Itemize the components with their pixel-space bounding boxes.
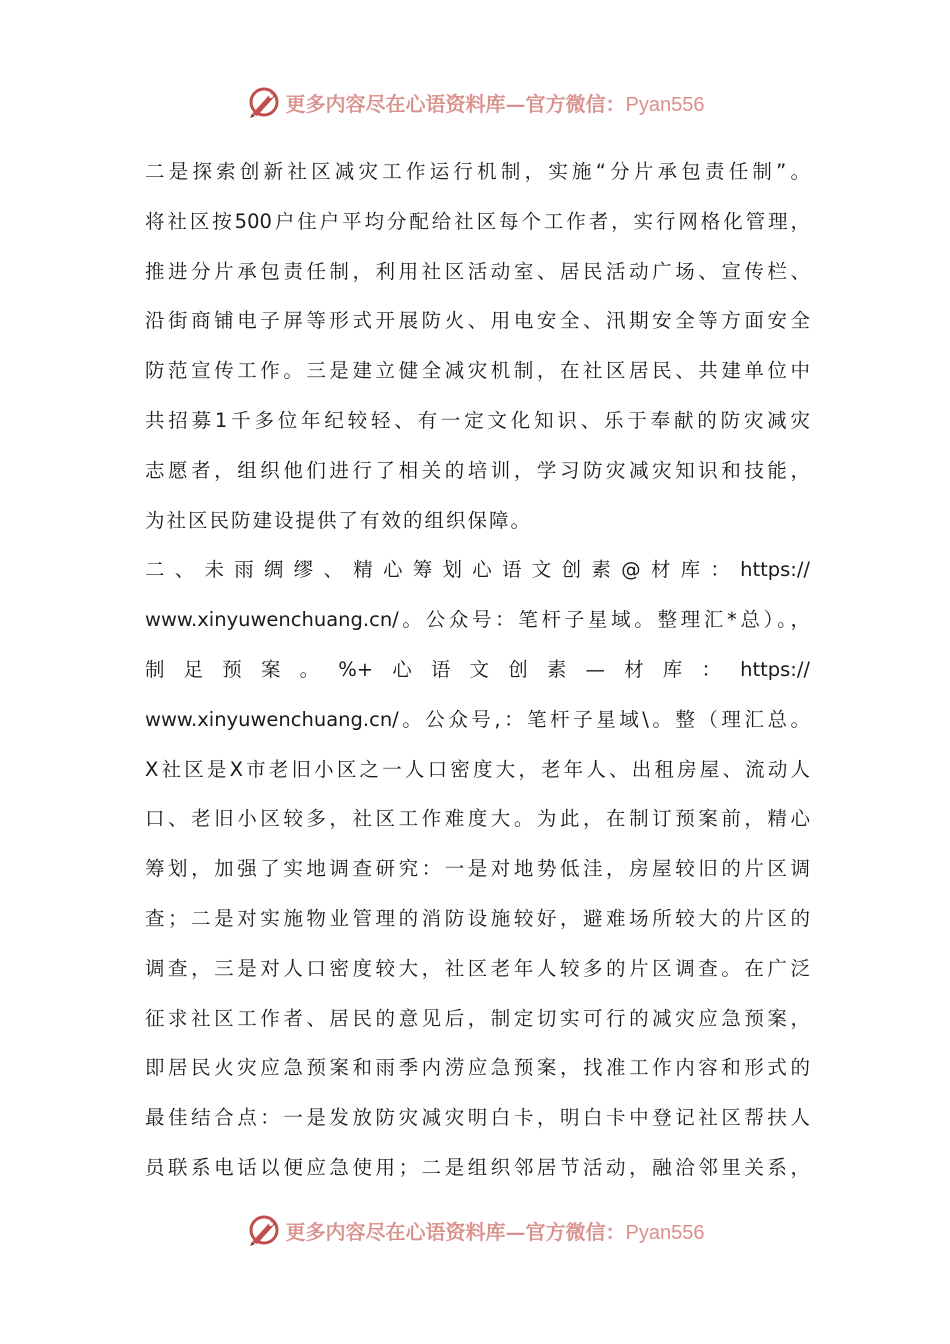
section-heading-line: 制足预案。%+心语文创素—材库：https:// bbox=[145, 657, 810, 681]
body-line: 防范宣传工作。三是建立健全减灾机制，在社区居民、共建单位中 bbox=[145, 359, 810, 383]
body-line: 口、老旧小区较多，社区工作难度大。为此，在制订预案前，精心 bbox=[145, 807, 810, 831]
pen-logo-icon bbox=[246, 84, 282, 120]
footer-banner bbox=[0, 1210, 950, 1250]
footer-banner-label: 更多内容尽在心语资料库—官方微信： bbox=[285, 1219, 626, 1244]
body-line: www.xinyuwenchuang.cn/。公众号：笔杆子星域。整理汇*总）。， bbox=[145, 608, 810, 632]
header-banner-label: 更多内容尽在心语资料库—官方微信： bbox=[285, 91, 626, 116]
body-line: 二是探索创新社区减灾工作运行机制，实施“分片承包责任制”。 bbox=[145, 160, 810, 183]
body-line: 志愿者，组织他们进行了相关的培训，学习防灾减灾知识和技能， bbox=[145, 458, 810, 482]
header-banner-handle: Pyan556 bbox=[625, 93, 705, 116]
body-line: X社区是X市老旧小区之一人口密度大，老年人、出租房屋、流动人 bbox=[145, 757, 810, 781]
pen-logo-icon bbox=[246, 1212, 282, 1248]
body-line: 沿街商铺电子屏等形式开展防火、用电安全、汛期安全等方面安全 bbox=[145, 309, 810, 333]
document-body bbox=[145, 147, 810, 1193]
body-line: 共招募1千多位年纪较轻、有一定文化知识、乐于奉献的防灾减灾 bbox=[145, 408, 810, 432]
section-heading-line: 二、未雨绸缪、精心筹划心语文创素@材库：https:// bbox=[145, 558, 810, 582]
body-line: 征求社区工作者、居民的意见后，制定切实可行的减灾应急预案， bbox=[145, 1006, 810, 1030]
body-line: 即居民火灾应急预案和雨季内涝应急预案，找准工作内容和形式的 bbox=[145, 1056, 810, 1080]
header-banner bbox=[0, 82, 950, 122]
body-line: 将社区按500户住户平均分配给社区每个工作者，实行网格化管理， bbox=[145, 209, 810, 233]
body-line: 最佳结合点：一是发放防灾减灾明白卡，明白卡中登记社区帮扶人 bbox=[145, 1106, 810, 1130]
body-line: 推进分片承包责任制，利用社区活动室、居民活动广场、宣传栏、 bbox=[145, 259, 810, 283]
body-line: 查；二是对实施物业管理的消防设施较好，避难场所较大的片区的 bbox=[145, 906, 810, 930]
body-line: 调查，三是对人口密度较大，社区老年人较多的片区调查。在广泛 bbox=[145, 956, 810, 980]
body-line: 员联系电话以便应急使用；二是组织邻居节活动，融洽邻里关系， bbox=[145, 1155, 810, 1179]
header-banner-text bbox=[286, 88, 705, 117]
body-line: 筹划，加强了实地调查研究：一是对地势低洼，房屋较旧的片区调 bbox=[145, 857, 810, 881]
footer-banner-text bbox=[286, 1216, 705, 1245]
footer-banner-handle: Pyan556 bbox=[625, 1221, 705, 1244]
body-line: 为社区民防建设提供了有效的组织保障。 bbox=[145, 508, 533, 532]
body-line: www.xinyuwenchuang.cn/。公众号,：笔杆子星域\。整（理汇总。 bbox=[145, 707, 810, 731]
